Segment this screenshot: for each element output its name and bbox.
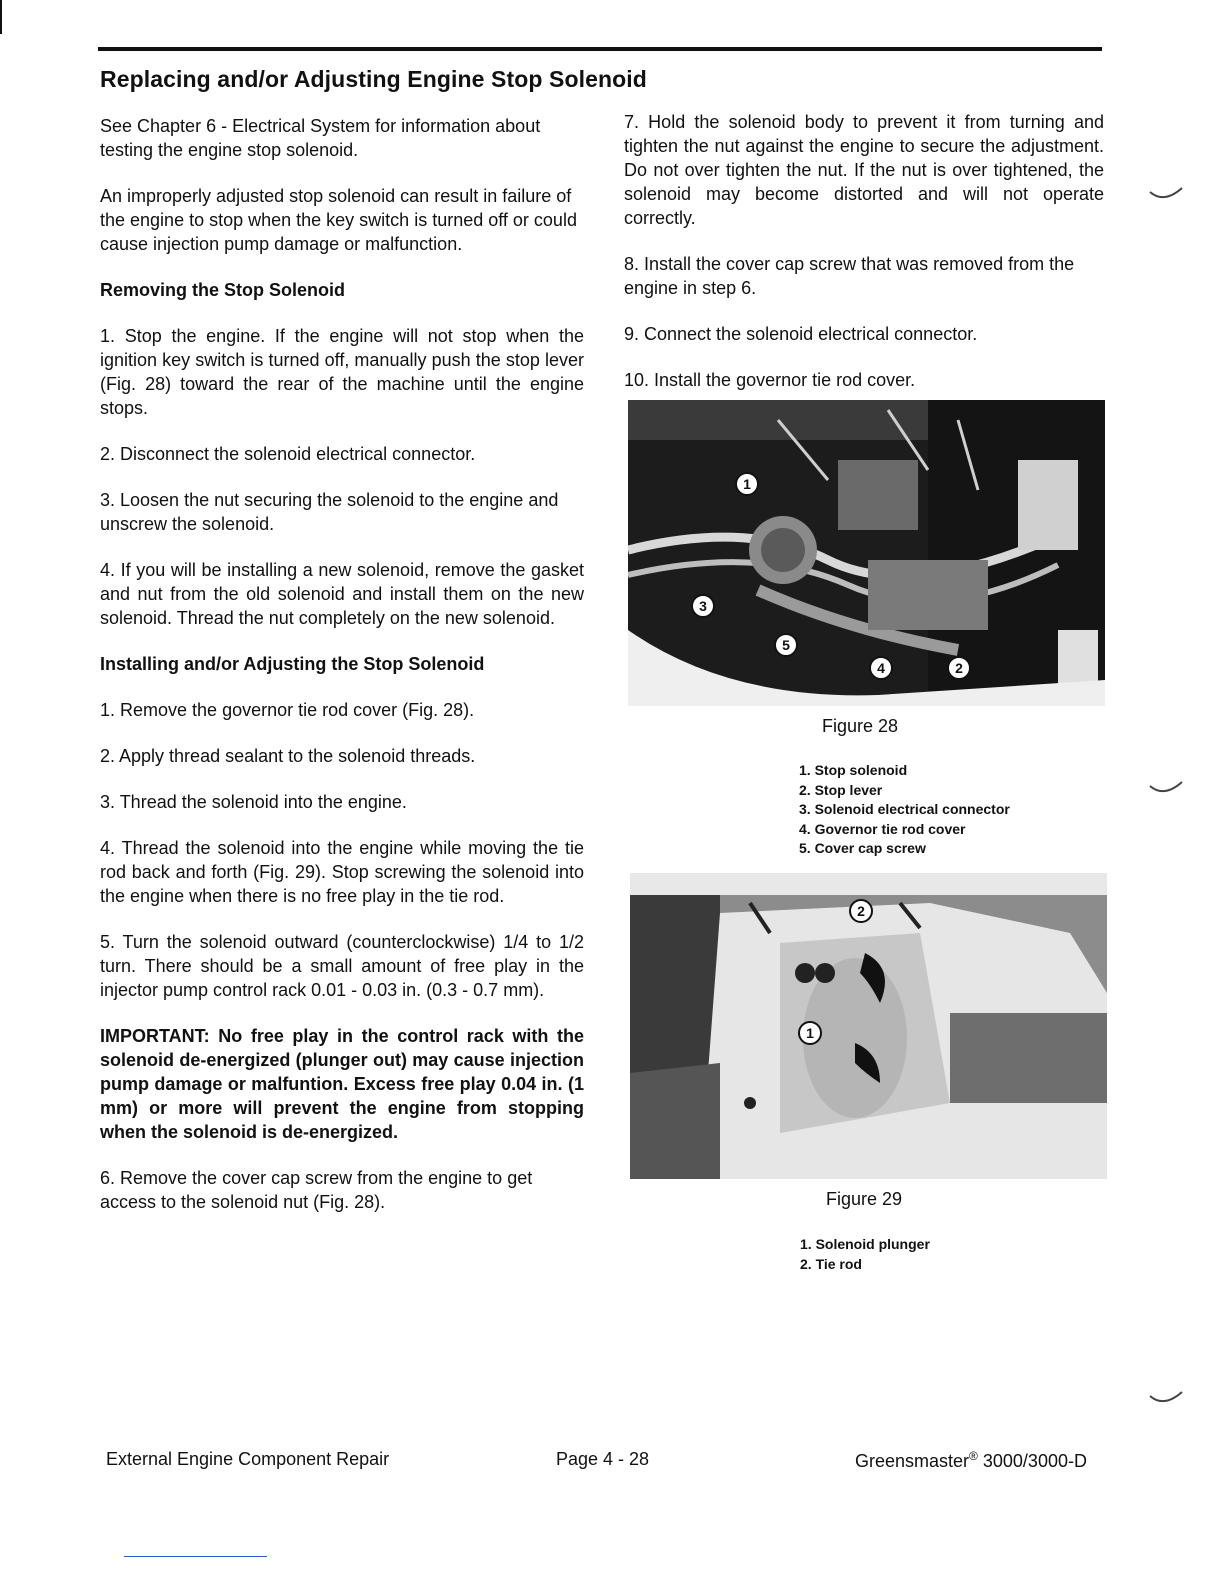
install-step-1: 1. Remove the governor tie rod cover (Fig. 28). bbox=[100, 700, 475, 720]
remove-step-1: 1. Stop the engine. If the engine will not stop when the ignition key switch is turned off, manually push the stop lever (Fig. 28) toward the rear of the machine until the engine stops. bbox=[100, 326, 584, 418]
legend-item: 1. Solenoid plunger bbox=[800, 1236, 930, 1252]
figure-28-legend bbox=[799, 761, 1010, 859]
footer-section-title: External Engine Component Repair bbox=[106, 1449, 390, 1469]
figure-28-photo bbox=[628, 400, 1105, 706]
install-step-10: 10. Install the governor tie rod cover. bbox=[624, 370, 916, 390]
install-step-6: 6. Remove the cover cap screw from the engine to get access to the solenoid nut (Fig. 28). bbox=[100, 1168, 533, 1212]
install-step-9: 9. Connect the solenoid electrical connector. bbox=[624, 324, 978, 344]
legend-item: 2. Stop lever bbox=[799, 781, 883, 798]
intro-paragraph: See Chapter 6 - Electrical System for information about testing the engine stop solenoid. bbox=[100, 116, 541, 160]
binder-mark-icon bbox=[1148, 780, 1184, 796]
figure-28-title: Figure 28 bbox=[822, 716, 899, 736]
footer-model: 3000/3000-D bbox=[977, 1451, 1087, 1471]
fig28-callout-3 bbox=[690, 593, 716, 624]
install-step-2: 2. Apply thread sealant to the solenoid threads. bbox=[100, 746, 476, 766]
binder-mark-icon bbox=[1148, 1390, 1184, 1406]
registered-mark: ® bbox=[969, 1449, 978, 1463]
legend-item: 2. Tie rod bbox=[800, 1255, 862, 1272]
figure-29-title: Figure 29 bbox=[826, 1189, 903, 1209]
fig28-callout-5 bbox=[773, 632, 799, 663]
binder-mark-icon bbox=[1148, 186, 1184, 202]
legend-item: 4. Governor tie rod cover bbox=[799, 820, 966, 837]
legend-item: 3. Solenoid electrical connector bbox=[799, 801, 1010, 817]
install-step-8: 8. Install the cover cap screw that was removed from the engine in step 6. bbox=[624, 254, 1075, 298]
scan-edge-bar bbox=[0, 0, 2, 34]
installing-heading: Installing and/or Adjusting the Stop Solenoid bbox=[100, 654, 485, 674]
important-notice: IMPORTANT: No free play in the control rack with the solenoid de-energized (plunger out) may cause injection pump damage or malfuntion. Excess free play 0.04 in. (1 mm) or more will prevent the engine from stopping when the solenoid is de-energized. bbox=[100, 1026, 584, 1142]
scan-artifact-line bbox=[124, 1556, 267, 1557]
fig28-callout-5-label: 5 bbox=[782, 637, 790, 653]
legend-item: 5. Cover cap screw bbox=[799, 840, 926, 856]
remove-step-4: 4. If you will be installing a new solenoid, remove the gasket and nut from the old solenoid and install them on the new solenoid. Thread the nut completely on the new solenoid. bbox=[100, 560, 584, 628]
install-step-4: 4. Thread the solenoid into the engine while moving the tie rod back and forth (Fig. 29). Stop screwing the solenoid into the engine when there is no free play in the tie rod. bbox=[100, 838, 584, 906]
remove-step-2: 2. Disconnect the solenoid electrical connector. bbox=[100, 444, 476, 464]
removing-heading: Removing the Stop Solenoid bbox=[100, 280, 346, 300]
fig28-callout-1-label: 1 bbox=[743, 476, 751, 492]
engine-photo-illustration bbox=[628, 400, 1105, 706]
footer-product bbox=[855, 1449, 1087, 1472]
fig28-callout-4-label: 4 bbox=[877, 660, 885, 676]
fig29-callout-1 bbox=[797, 1020, 823, 1051]
right-column bbox=[624, 110, 1104, 414]
left-column bbox=[100, 114, 584, 1236]
fig28-callout-3-label: 3 bbox=[699, 598, 707, 614]
install-step-3: 3. Thread the solenoid into the engine. bbox=[100, 792, 407, 812]
fig28-callout-1 bbox=[734, 471, 760, 502]
fig28-callout-2 bbox=[946, 655, 972, 686]
fig29-callout-2-label: 2 bbox=[857, 903, 865, 919]
fig28-callout-4 bbox=[868, 655, 894, 686]
figure-29-legend bbox=[800, 1235, 930, 1274]
page-title: Replacing and/or Adjusting Engine Stop Solenoid bbox=[100, 66, 647, 92]
header-rule bbox=[98, 47, 1102, 51]
remove-step-3: 3. Loosen the nut securing the solenoid to the engine and unscrew the solenoid. bbox=[100, 490, 559, 534]
install-step-7: 7. Hold the solenoid body to prevent it from turning and tighten the nut against the engine to secure the adjustment. Do not over tighten the nut. If the nut is over tightened, the solenoid may become distorted and will not operate correctly. bbox=[624, 112, 1104, 228]
footer-page-number: Page 4 - 28 bbox=[556, 1449, 650, 1469]
warning-paragraph: An improperly adjusted stop solenoid can result in failure of the engine to stop when the key switch is turned off or could cause injection pump damage or malfunction. bbox=[100, 186, 577, 254]
install-step-5: 5. Turn the solenoid outward (counterclockwise) 1/4 to 1/2 turn. There should be a small amount of free play in the injector pump control rack 0.01 - 0.03 in. (0.3 - 0.7 mm). bbox=[100, 932, 584, 1000]
fig28-callout-2-label: 2 bbox=[955, 660, 963, 676]
fig29-callout-1-label: 1 bbox=[806, 1025, 814, 1041]
legend-item: 1. Stop solenoid bbox=[799, 762, 908, 778]
fig29-callout-2 bbox=[848, 898, 874, 929]
footer-product-name: Greensmaster bbox=[855, 1451, 970, 1471]
